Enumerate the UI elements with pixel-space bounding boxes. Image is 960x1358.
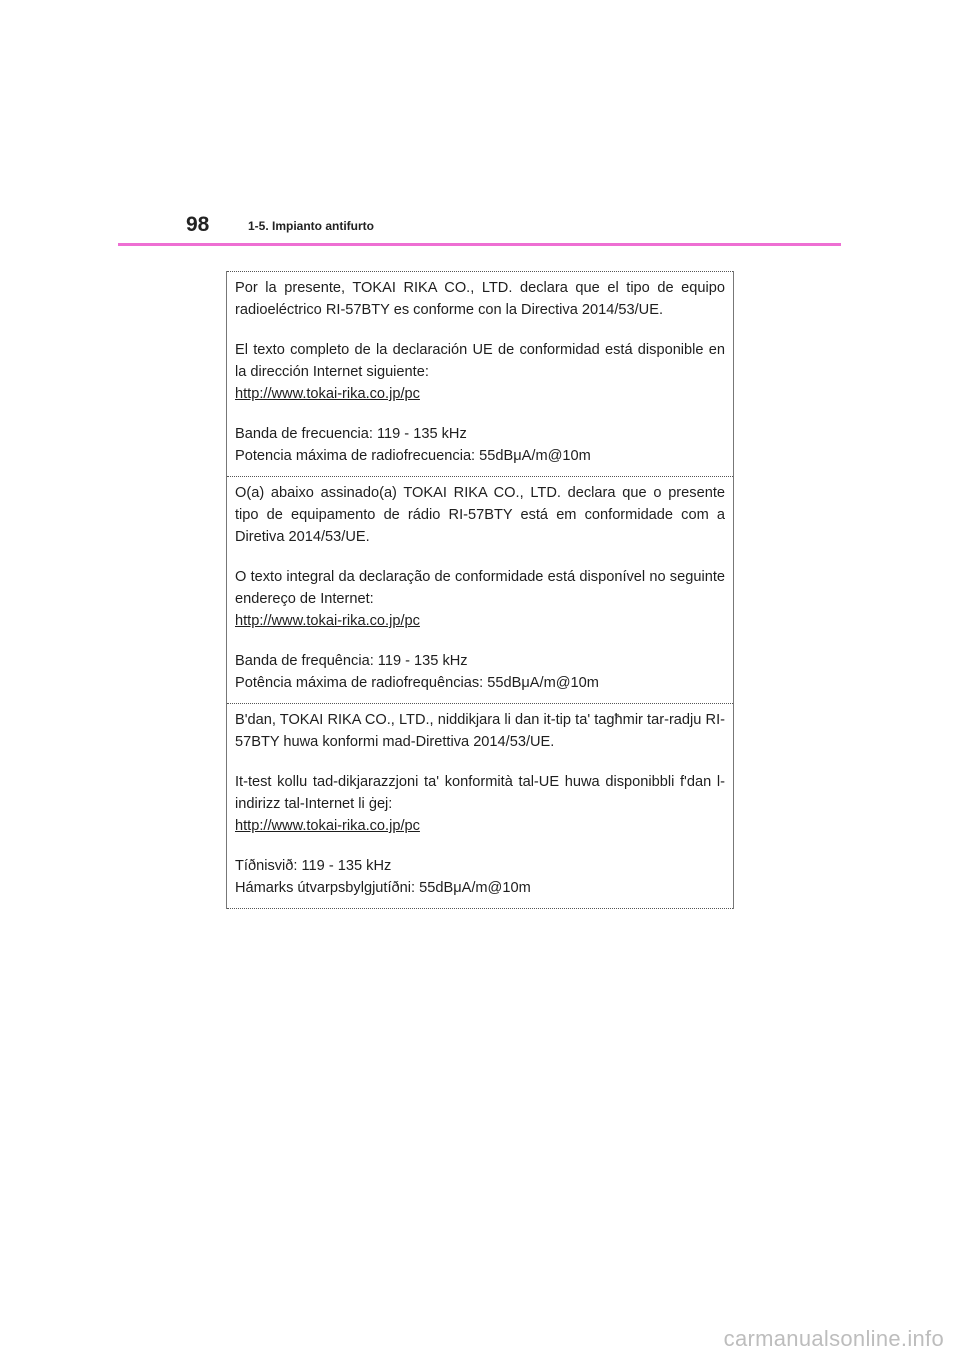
declaration-url[interactable]: http://www.tokai-rika.co.jp/pc bbox=[235, 613, 420, 629]
declaration-availability bbox=[235, 566, 725, 632]
declaration-url[interactable]: http://www.tokai-rika.co.jp/pc bbox=[235, 818, 420, 834]
frequency-band: Tíðnisvið: 119 - 135 kHz bbox=[235, 858, 392, 874]
watermark: carmanualsonline.info bbox=[723, 1326, 944, 1351]
declaration-maltese bbox=[227, 703, 733, 909]
availability-text: It-test kollu tad-dikjarazzjoni ta' konformità tal-UE huwa disponibbli f'dan l-indirizz tal-Internet li ġej: bbox=[235, 774, 725, 812]
max-power: Potência máxima de radiofrequências: 55dBμA/m@10m bbox=[235, 675, 599, 691]
declaration-intro: B'dan, TOKAI RIKA CO., LTD., niddikjara li dan it-tip ta' tagħmir tar-radju RI-57BTY huwa konformi mad-Direttiva 2014/53/UE. bbox=[235, 712, 725, 750]
page-number: 98 bbox=[186, 213, 210, 236]
declaration-availability bbox=[235, 771, 725, 837]
declaration-availability bbox=[235, 339, 725, 405]
frequency-band: Banda de frequência: 119 - 135 kHz bbox=[235, 653, 468, 669]
declaration-specs bbox=[235, 650, 725, 694]
availability-text: El texto completo de la declaración UE de conformidad está disponible en la dirección Internet siguiente: bbox=[235, 342, 725, 380]
declaration-url[interactable]: http://www.tokai-rika.co.jp/pc bbox=[235, 386, 420, 402]
max-power: Potencia máxima de radiofrecuencia: 55dBμA/m@10m bbox=[235, 448, 591, 464]
max-power: Hámarks útvarpsbylgjutíðni: 55dBμA/m@10m bbox=[235, 880, 531, 896]
declaration-box bbox=[226, 271, 734, 909]
declaration-intro: O(a) abaixo assinado(a) TOKAI RIKA CO., LTD. declara que o presente tipo de equipamento de rádio RI-57BTY está em conformidade com a Diretiva 2014/53/UE. bbox=[235, 485, 725, 545]
availability-text: O texto integral da declaração de conformidade está disponível no seguinte endereço de Internet: bbox=[235, 569, 725, 607]
section-title: 1-5. Impianto antifurto bbox=[248, 219, 374, 233]
declaration-spanish bbox=[227, 271, 733, 476]
header-rule bbox=[118, 243, 841, 246]
declaration-specs bbox=[235, 855, 725, 899]
declaration-portuguese bbox=[227, 476, 733, 703]
frequency-band: Banda de frecuencia: 119 - 135 kHz bbox=[235, 426, 467, 442]
declaration-specs bbox=[235, 423, 725, 467]
declaration-intro: Por la presente, TOKAI RIKA CO., LTD. declara que el tipo de equipo radioeléctrico RI-57BTY es conforme con la Directiva 2014/53/UE. bbox=[235, 280, 725, 318]
